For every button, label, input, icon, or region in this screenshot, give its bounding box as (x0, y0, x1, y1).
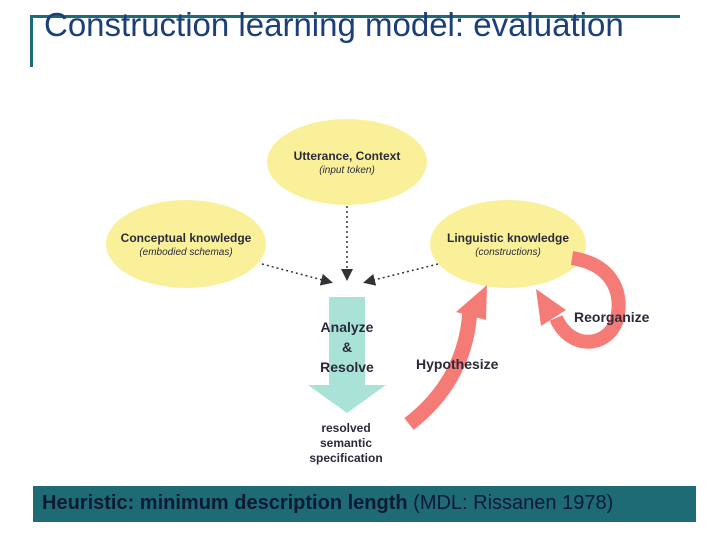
conceptual-to-analyze-arrow (262, 264, 330, 282)
linguistic-knowledge-node-subtitle: (constructions) (475, 247, 541, 258)
linguistic-knowledge-node-title: Linguistic knowledge (446, 231, 570, 245)
footer-heuristic-text (42, 492, 720, 515)
utterance-node-subtitle: (input token) (319, 165, 375, 176)
hypothesize-label: Hypothesize (416, 356, 499, 372)
reorganize-label: Reorganize (574, 309, 650, 325)
heuristic-label: Heuristic: minimum description length (42, 492, 408, 514)
mdl-citation: (MDL: Rissanen 1978) (407, 492, 614, 514)
analyze-resolve-arrow (308, 297, 386, 413)
analyze-label: Analyze (320, 319, 374, 335)
slide-title: Construction learning model: evaluation (44, 6, 624, 43)
conceptual-knowledge-node-subtitle: (embodied schemas) (139, 247, 233, 258)
conceptual-knowledge-node-title: Conceptual knowledge (120, 231, 252, 245)
output-line-3: specification (309, 451, 383, 465)
output-line-2: semantic (319, 436, 373, 450)
hypothesize-arrow-head (456, 285, 487, 320)
output-line-1: resolved (321, 421, 371, 435)
ampersand-label: & (341, 339, 353, 355)
resolve-label: Resolve (320, 359, 374, 375)
linguistic-to-analyze-arrow (366, 264, 438, 282)
utterance-node-title: Utterance, Context (293, 149, 401, 163)
